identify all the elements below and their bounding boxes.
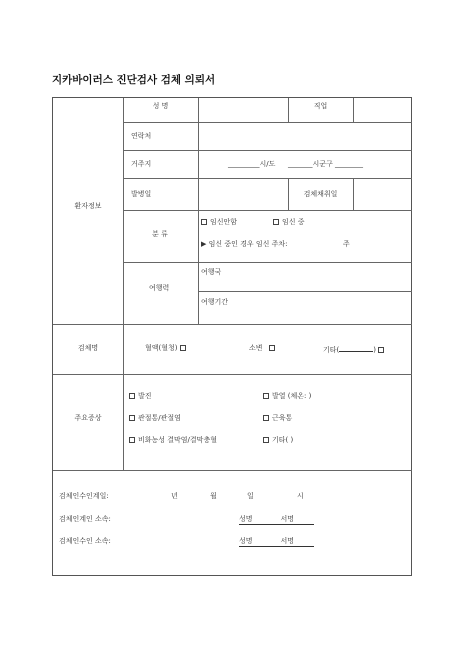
specimen-label: 검체명 [77, 344, 99, 352]
receipt-date-label: 검체인수인계일: [59, 492, 109, 500]
month-unit: 월 [210, 492, 217, 500]
job-label: 직업 [313, 102, 328, 110]
symptom-rash[interactable] [129, 392, 152, 401]
pregnant-label: 임신 중 [282, 218, 305, 226]
onset-date-label: 발병일 [131, 190, 152, 198]
checkbox-icon[interactable] [129, 437, 135, 443]
rash-label: 발진 [138, 392, 152, 400]
travel-period-label: 여행기간 [201, 298, 229, 306]
name-word: 성명 [239, 515, 253, 523]
name-label: 성 명 [152, 102, 169, 110]
fever-label: 발열 (체온: ) [272, 392, 312, 400]
blood-label: 혈액(혈청) [145, 344, 178, 352]
contact-label: 연락처 [131, 132, 152, 140]
sign-word: 서명 [280, 537, 295, 545]
other-specimen-label: 기타( [323, 346, 340, 354]
pregnancy-weeks-text: ▶ 임신 중인 경우 임신 주차: [201, 240, 288, 248]
not-pregnant-label: 임신안함 [210, 218, 238, 226]
blood-option[interactable] [145, 344, 189, 353]
column-divider [123, 98, 124, 470]
receiver-signature-line[interactable] [239, 537, 314, 547]
symptoms-label: 주요증상 [74, 414, 102, 422]
urine-label: 소변 [249, 344, 263, 352]
residence-si-field[interactable]: _________시/도 [228, 160, 276, 168]
checkbox-icon[interactable] [263, 415, 269, 421]
residence-gu-field[interactable]: _______시군구 ________ [288, 160, 364, 168]
row-divider [123, 262, 412, 263]
hour-unit: 시 [297, 492, 304, 500]
checkbox-icon[interactable] [129, 393, 135, 399]
row-divider [123, 122, 412, 123]
year-unit: 년 [171, 492, 178, 500]
checkbox-icon[interactable] [273, 219, 279, 225]
receiver-org-label: 검체인수인 소속: [59, 537, 111, 545]
other-specimen-close: ) [373, 346, 376, 354]
row-divider [53, 324, 412, 325]
checkbox-icon[interactable] [269, 345, 275, 351]
symptom-other[interactable] [263, 436, 293, 445]
checkbox-icon[interactable] [263, 393, 269, 399]
handover-org-label: 검체인계인 소속: [59, 515, 111, 523]
travel-country-label: 여행국 [201, 268, 222, 276]
pregnant-option[interactable] [273, 218, 305, 227]
request-form-table [52, 97, 412, 576]
other-symptom-label: 기타( ) [272, 436, 294, 444]
checkbox-icon[interactable] [201, 219, 207, 225]
row-divider [53, 470, 412, 471]
myalgia-label: 근육통 [272, 414, 293, 422]
handover-signature-line[interactable] [239, 515, 314, 525]
urine-option[interactable] [249, 344, 278, 353]
not-pregnant-option[interactable] [201, 218, 237, 227]
row-divider [53, 374, 412, 375]
checkbox-icon[interactable] [129, 415, 135, 421]
section-label-patient: 환자정보 [74, 202, 102, 210]
symptom-arthralgia[interactable] [129, 414, 181, 423]
checkbox-icon[interactable] [180, 345, 186, 351]
row-divider [123, 150, 412, 151]
row-divider [123, 210, 412, 211]
sign-word: 서명 [280, 515, 295, 523]
collection-date-label: 검체채취일 [303, 190, 338, 198]
weeks-unit: 주 [343, 240, 350, 248]
other-specimen-option[interactable] [323, 344, 387, 355]
checkbox-icon[interactable] [263, 437, 269, 443]
row-divider [198, 291, 412, 292]
symptom-conjunctivitis[interactable] [129, 436, 217, 445]
column-divider [198, 98, 199, 324]
arthralgia-label: 관절통/관절염 [138, 414, 181, 422]
page-title: 지카바이러스 진단검사 검체 의뢰서 [52, 74, 216, 86]
residence-label: 거주지 [131, 160, 152, 168]
conjunctivitis-label: 비화농성 결막염/결막충혈 [138, 436, 217, 444]
row-divider [123, 178, 412, 179]
name-word: 성명 [239, 537, 253, 545]
day-unit: 일 [247, 492, 254, 500]
symptom-myalgia[interactable] [263, 414, 292, 423]
column-divider [353, 98, 354, 122]
travel-history-label: 여행력 [149, 284, 170, 292]
symptom-fever[interactable] [263, 392, 311, 401]
classification-label: 분 류 [152, 230, 168, 238]
column-divider [353, 178, 354, 210]
other-specimen-blank[interactable] [339, 344, 373, 352]
checkbox-icon[interactable] [378, 347, 384, 353]
